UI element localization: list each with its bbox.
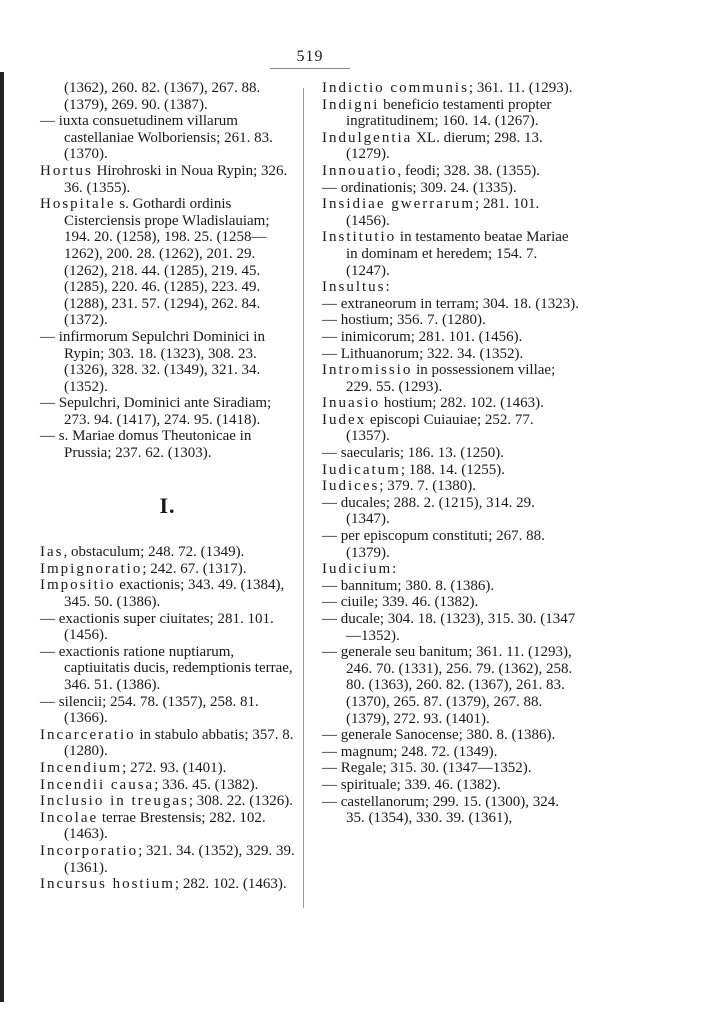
- index-entry: [322, 478, 580, 495]
- entry-references: Hirohroski in Noua Rypin; 326. 36. (1355).: [64, 162, 288, 196]
- entry-references: spirituale; 339. 46. (1382).: [340, 776, 501, 793]
- entry-references: magnum; 248. 72. (1349).: [340, 743, 498, 760]
- index-subentry: [40, 329, 295, 395]
- index-subentry: [322, 528, 580, 561]
- entry-dash: —: [322, 776, 337, 793]
- index-subentry: [322, 495, 580, 528]
- index-entry: [40, 810, 295, 843]
- index-entry: [322, 80, 580, 97]
- entry-references: iuxta consuetudinem villarum castellaniae Wolboriensis; 261. 83. (1370).: [58, 113, 273, 163]
- entry-references: ; 361. 11. (1293).: [468, 80, 573, 96]
- entry-headword: Hortus: [40, 162, 93, 179]
- entry-headword: Iudicatum: [322, 461, 401, 478]
- entry-references: silencii; 254. 78. (1357), 258. 81. (1366).: [58, 693, 259, 727]
- entry-references: ; 308. 22. (1326).: [188, 793, 293, 810]
- entry-references: ; 336. 45. (1382).: [154, 776, 259, 793]
- entry-headword: Incendium: [40, 759, 123, 776]
- entry-dash: —: [40, 113, 55, 130]
- entry-headword: Impositio: [40, 577, 116, 594]
- continuation-line: (1379), 269. 90. (1387).: [64, 96, 208, 113]
- entry-references: extraneorum in terram; 304. 18. (1323).: [340, 295, 580, 312]
- entry-references: s. Mariae domus Theutonicae in Prussia; 237. 62. (1303).: [58, 428, 252, 462]
- index-entry: [40, 727, 295, 760]
- page-number: 519: [296, 48, 324, 65]
- right-column: [322, 80, 580, 827]
- entry-references: XL. dierum; 298. 13. (1279).: [346, 129, 543, 163]
- index-subentry: [322, 777, 580, 794]
- index-subentry: [322, 296, 580, 313]
- index-entry: [322, 163, 580, 180]
- entry-references: ; 272. 93. (1401).: [122, 759, 227, 776]
- right-entries: [322, 80, 580, 827]
- entry-references: in stabulo abbatis; 357. 8. (1280).: [64, 726, 294, 760]
- continuation-line: (1362), 260. 82. (1367), 267. 88.: [64, 80, 261, 96]
- entry-references: castellanorum; 299. 15. (1300), 324. 35. (1354), 330. 39. (1361),: [340, 793, 560, 827]
- entry-dash: —: [40, 693, 55, 710]
- entry-references: ducales; 288. 2. (1215), 314. 29. (1347).: [340, 494, 535, 528]
- index-subentry: [322, 611, 580, 644]
- index-entry: [322, 561, 580, 578]
- entry-references: infirmorum Sepulchri Dominici in Rypin; 303. 18. (1323), 308. 23. (1326), 328. 32. (1349), 321. 34. (1352).: [58, 328, 265, 395]
- section-heading: I.: [159, 492, 176, 518]
- entry-dash: —: [40, 610, 55, 627]
- entry-references: generale seu banitum; 361. 11. (1293), 246. 70. (1331), 256. 79. (1362), 258. 80. (1363), 260. 82. (1367), 261. 83. (1370), 265. 87. (1379), 267. 88. (1379), 272. 93. (1401).: [340, 644, 573, 727]
- entry-references: inimicorum; 281. 101. (1456).: [340, 328, 523, 345]
- index-entry: [322, 279, 580, 296]
- entry-references: ordinationis; 309. 24. (1335).: [340, 179, 517, 196]
- entry-references: :: [385, 279, 390, 296]
- index-subentry: [40, 428, 295, 461]
- entry-references: exactionis ratione nuptiarum, captiuitatis ducis, redemptionis terrae, 346. 51. (1386).: [58, 643, 293, 693]
- entry-dash: —: [322, 577, 337, 594]
- entry-references: ; 321. 34. (1352), 329. 39. (1361).: [64, 842, 295, 876]
- entry-dash: —: [40, 328, 55, 345]
- entry-headword: Incursus hostium: [40, 876, 175, 893]
- page-number-rule: [270, 68, 350, 69]
- index-subentry: [322, 329, 580, 346]
- entry-headword: Incorporatio: [40, 842, 139, 859]
- entry-headword: Iudex: [322, 411, 367, 428]
- entry-references: ciuile; 339. 46. (1382).: [340, 594, 479, 611]
- entry-dash: —: [322, 760, 337, 777]
- entry-references: hostium; 282. 102. (1463).: [380, 395, 544, 412]
- binding-edge: [0, 72, 4, 1002]
- index-subentry: [40, 395, 295, 428]
- index-entry: [40, 561, 295, 578]
- index-subentry: [322, 727, 580, 744]
- entry-headword: Incendii causa: [40, 776, 155, 793]
- entry-headword: Insidiae gwerrarum: [322, 196, 476, 213]
- index-entry: [322, 412, 580, 445]
- entry-headword: Ias: [40, 544, 64, 561]
- index-entry: [40, 777, 295, 794]
- index-entry: [40, 163, 295, 196]
- entry-headword: Intromissio: [322, 362, 413, 379]
- entry-references: , feodi; 328. 38. (1355).: [397, 162, 540, 179]
- entry-references: , obstaculum; 248. 72. (1349).: [63, 544, 245, 561]
- entry-headword: Inuasio: [322, 395, 381, 412]
- entry-headword: Indigni: [322, 96, 380, 113]
- index-entry: [40, 544, 295, 561]
- index-subentry: [322, 346, 580, 363]
- entry-dash: —: [322, 644, 337, 661]
- index-entry: [40, 793, 295, 810]
- entry-dash: —: [322, 743, 337, 760]
- left-column: [40, 80, 295, 893]
- entry-dash: —: [322, 727, 337, 744]
- entry-headword: Iudices: [322, 478, 380, 495]
- index-subentry: [40, 611, 295, 644]
- entry-dash: —: [322, 793, 337, 810]
- entry-references: terrae Brestensis; 282. 102. (1463).: [64, 809, 266, 843]
- index-entry: [322, 362, 580, 395]
- index-entry: [322, 130, 580, 163]
- column-divider: [303, 88, 304, 908]
- entry-dash: —: [322, 295, 337, 312]
- index-subentry: [322, 445, 580, 462]
- index-subentry: [40, 694, 295, 727]
- entry-references: ; 282. 102. (1463).: [174, 876, 287, 893]
- entry-references: exactionis; 343. 49. (1384), 345. 50. (1386).: [64, 577, 285, 611]
- index-subentry: [322, 794, 580, 827]
- entry-references: hostium; 356. 7. (1280).: [340, 312, 486, 329]
- entry-dash: —: [322, 328, 337, 345]
- entry-references: in testamento beatae Mariae in dominam et heredem; 154. 7. (1247).: [346, 229, 569, 279]
- index-subentry: [322, 312, 580, 329]
- entry-dash: —: [322, 611, 337, 627]
- entry-dash: —: [322, 445, 337, 462]
- entry-headword: Innouatio: [322, 162, 398, 179]
- index-subentry: [322, 180, 580, 197]
- index-entry: [322, 229, 580, 279]
- entry-references: ; 281. 101. (1456).: [346, 196, 540, 229]
- entry-references: generale Sanocense; 380. 8. (1386).: [340, 727, 556, 744]
- entry-dash: —: [322, 312, 337, 329]
- index-entry: [40, 843, 295, 876]
- entry-dash: —: [40, 395, 55, 412]
- entry-headword: Institutio: [322, 229, 397, 246]
- index-subentry: [322, 594, 580, 611]
- index-subentry: [322, 744, 580, 761]
- entry-headword: Indictio communis: [322, 80, 469, 96]
- entry-references: bannitum; 380. 8. (1386).: [340, 577, 495, 594]
- entry-dash: —: [322, 494, 337, 511]
- index-entry: [40, 196, 295, 329]
- index-entry: [322, 97, 580, 130]
- index-subentry: [322, 760, 580, 777]
- entry-dash: —: [322, 528, 337, 545]
- entry-dash: —: [322, 594, 337, 611]
- entry-references: s. Gothardi ordinis Cisterciensis prope Wladislauiam; 194. 20. (1258), 198. 25. (1258—1262), 200. 28. (1262), 201. 29. (1262), 218. 44. (1285), 219. 45. (1285), 220. 46. (1285), 223. 49. (1288), 231. 57. (1294), 262. 84. (1372).: [64, 196, 270, 329]
- index-entry: [40, 577, 295, 610]
- entry-references: ; 242. 67. (1317).: [142, 560, 247, 577]
- entry-references: ducale; 304. 18. (1323), 315. 30. (1347—1352).: [340, 611, 576, 644]
- entry-dash: —: [40, 428, 55, 445]
- index-subentry: [322, 578, 580, 595]
- index-entry: [40, 876, 295, 893]
- index-entry: [322, 395, 580, 412]
- index-entry: [322, 196, 580, 229]
- entry-references: episcopi Cuiauiae; 252. 77. (1357).: [346, 411, 534, 445]
- index-subentry: [40, 644, 295, 694]
- entry-references: per episcopum constituti; 267. 88. (1379).: [340, 528, 545, 561]
- entry-headword: Incolae: [40, 809, 99, 826]
- index-entry: [40, 760, 295, 777]
- entry-dash: —: [322, 345, 337, 362]
- entry-references: Lithuanorum; 322. 34. (1352).: [340, 345, 524, 362]
- index-subentry: [322, 644, 580, 727]
- entry-dash: —: [40, 643, 55, 660]
- entry-references: in possessionem villae; 229. 55. (1293).: [346, 362, 556, 395]
- entry-references: saecularis; 186. 13. (1250).: [340, 445, 505, 462]
- entry-headword: Impignoratio: [40, 560, 143, 577]
- entry-references: beneficio testamenti propter ingratitudinem; 160. 14. (1267).: [346, 96, 552, 130]
- entry-headword: Indulgentia: [322, 129, 413, 146]
- entry-dash: —: [322, 179, 337, 196]
- entry-headword: Incarceratio: [40, 726, 136, 743]
- left-entries: [40, 113, 295, 461]
- entry-references: Sepulchri, Dominici ante Siradiam; 273. 94. (1417), 274. 95. (1418).: [58, 395, 272, 428]
- entry-references: Regale; 315. 30. (1347—1352).: [340, 760, 532, 777]
- continuation-lines: [40, 80, 295, 113]
- entry-references: exactionis super ciuitates; 281. 101. (1456).: [58, 610, 274, 644]
- entry-headword: Iudicium: [322, 561, 393, 578]
- entry-references: ; 379. 7. (1380).: [379, 478, 476, 495]
- entry-references: :: [392, 561, 397, 578]
- entry-headword: Hospitale: [40, 196, 116, 213]
- index-entry: [322, 462, 580, 479]
- i-section-entries: [40, 544, 295, 892]
- entry-headword: Inclusio in treugas: [40, 793, 189, 810]
- entry-references: ; 188. 14. (1255).: [400, 461, 505, 478]
- index-subentry: [40, 113, 295, 163]
- entry-headword: Insultus: [322, 279, 386, 296]
